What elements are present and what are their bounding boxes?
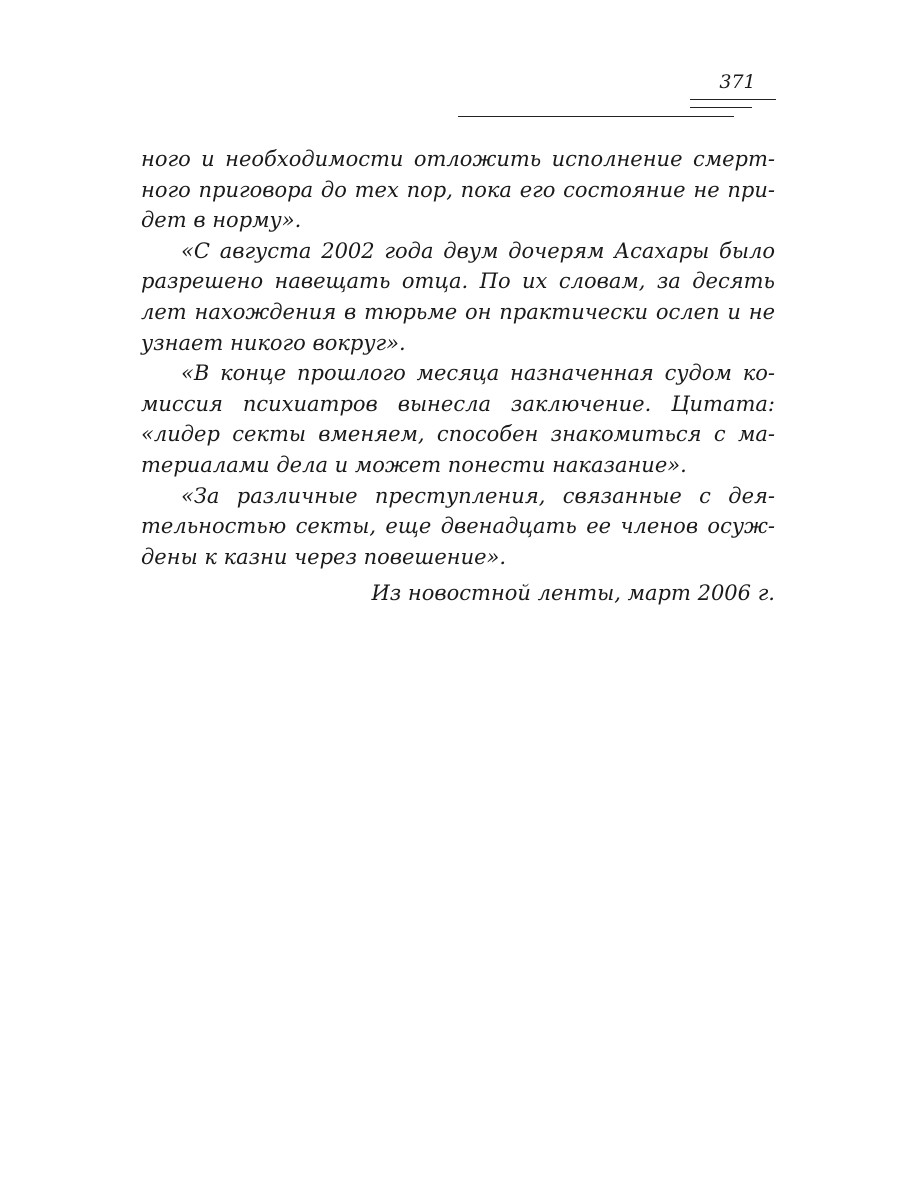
text-line: узнает никого вокруг». <box>141 330 406 355</box>
text-line: тельностью секты, еще двенадцать ее членов осуж- <box>141 514 775 539</box>
paragraph-members-sentenced <box>141 481 775 573</box>
text-line: разрешено навещать отца. По их словам, за десять <box>141 269 775 294</box>
text-line: ного приговора до тех пор, пока его состояние не при- <box>141 177 775 202</box>
text-line: «В конце прошлого месяца назначенная судом ко- <box>181 361 775 386</box>
paragraph-daughters-visits <box>141 236 775 358</box>
text-line: лет нахождения в тюрьме он практически ослеп и не <box>141 299 775 324</box>
text-line: «С августа 2002 года двум дочерям Асахары было <box>181 238 775 263</box>
text-line: «лидер секты вменяем, способен знакомиться с ма- <box>141 422 775 447</box>
text-line: миссия психиатров вынесла заключение. Цитата: <box>141 391 775 416</box>
text-line: ного и необходимости отложить исполнение смерт- <box>141 147 775 171</box>
header-rule-middle <box>690 107 752 108</box>
header-rule-long <box>458 116 734 117</box>
header-rule-top <box>690 99 776 100</box>
page-number: 371 <box>719 71 756 93</box>
text-line: териалами дела и может понести наказание». <box>141 452 687 477</box>
text-line: дены к казни через повешение». <box>141 544 507 569</box>
paragraph-psychiatric-commission <box>141 358 775 480</box>
text-line: «За различные преступления, связанные с дея- <box>181 483 775 508</box>
source-attribution: Из новостной ленты, март 2006 г. <box>371 581 775 606</box>
paragraph-continuation <box>141 144 775 236</box>
body-text <box>141 144 775 609</box>
text-line: дет в норму». <box>141 208 302 233</box>
